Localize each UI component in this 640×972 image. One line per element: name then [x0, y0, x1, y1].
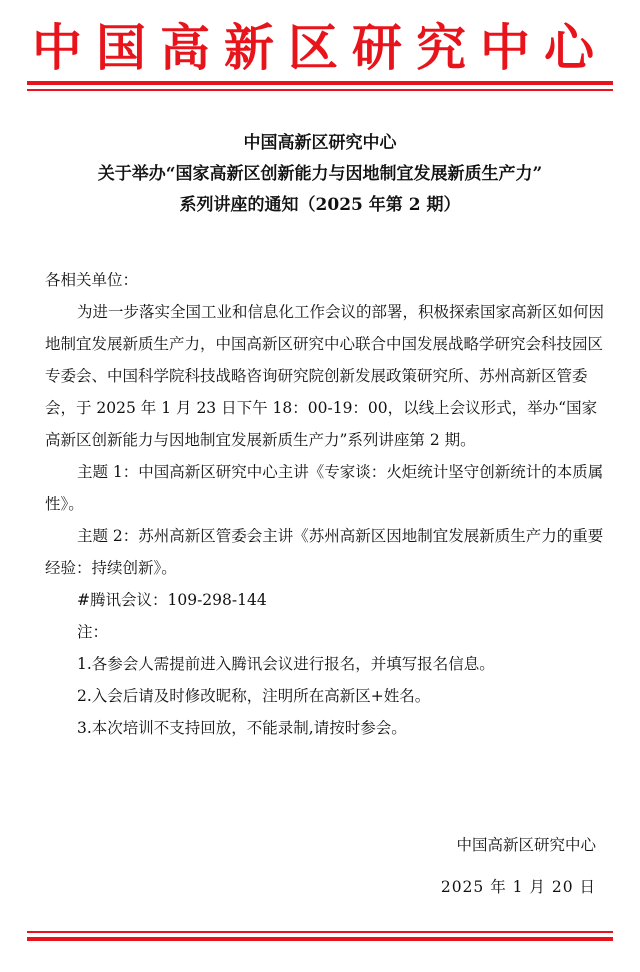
meeting-id: #腾讯会议：109-298-144 [77, 591, 267, 609]
signature-org: 中国高新区研究中心 [456, 836, 596, 854]
title-line-2: 关于举办“国家高新区创新能力与因地制宜发展新质生产力” [97, 164, 543, 184]
signature-date: 2025 年 1 月 20 日 [440, 878, 596, 896]
note-item: 3.本次培训不支持回放，不能录制,请按时参会。 [77, 719, 407, 737]
note-item: 2.入会后请及时修改昵称，注明所在高新区+姓名。 [77, 687, 431, 705]
masthead-rule-thin [27, 89, 613, 91]
topic-1: 主题 1：中国高新区研究中心主讲《专家谈：火炬统计坚守创新统计的本质属性》。 [45, 463, 604, 513]
title-line-1: 中国高新区研究中心 [243, 133, 397, 153]
title-line-3: 系列讲座的通知（2025 年第 2 期） [179, 195, 461, 215]
masthead-rule-thick [27, 81, 613, 85]
topic-2: 主题 2：苏州高新区管委会主讲《苏州高新区因地制宜发展新质生产力的重要经验：持续创新》。 [45, 527, 604, 577]
salutation: 各相关单位： [45, 271, 139, 289]
notice-body [45, 264, 605, 744]
masthead-title: 中国高新区研究中心 [32, 19, 608, 77]
notice-title [20, 128, 620, 221]
note-item: 1.各参会人需提前进入腾讯会议进行报名，并填写报名信息。 [77, 655, 495, 673]
notes-label: 注： [77, 623, 109, 641]
footer-rule-thin [27, 931, 613, 933]
intro-paragraph: 为进一步落实全国工业和信息化工作会议的部署，积极探索国家高新区如何因地制宜发展新质生产力，中国高新区研究中心联合中国发展战略学研究会科技园区专委会、中国科学院科技战略咨询研究院创新发展政策研究所、苏州高新区管委会，于 2025 年 1 月 23 日下午 18：00-19：00，以线上会议形式，举办“国家高新区创新能力与因地制宜发展新质生产力”系列讲座第 2 期。 [45, 303, 605, 449]
footer-rule-thick [27, 937, 613, 941]
